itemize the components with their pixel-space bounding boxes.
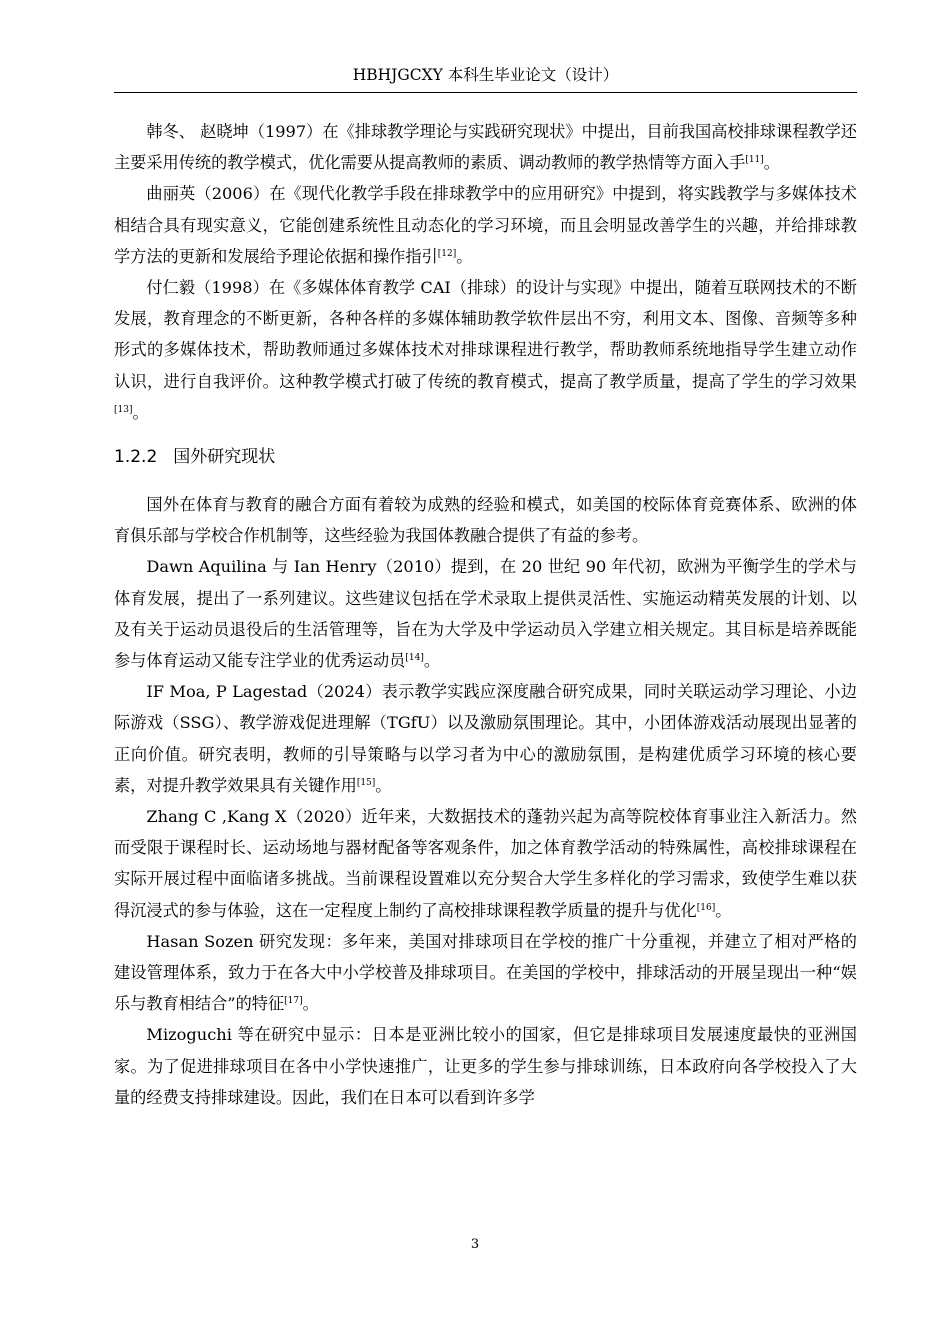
citation-ref: [15] (356, 777, 376, 788)
paragraph: IF Moa, P Lagestad（2024）表示教学实践应深度融合研究成果，同时关联运动学习理论、小边际游戏（SSG）、教学游戏促进理解（TGfU）以及激励氛围理论。其中，小团体游戏活动展现出显著的正向价值。研究表明，教师的引导策略与以学习者为中心的激励氛围，是构建优质学习环境的核心要素，对提升教学效果具有关键作用[15]。 (114, 682, 857, 795)
citation-ref: [16] (696, 902, 716, 913)
page-number: 3 (470, 1237, 480, 1252)
paragraph: 韩冬、 赵晓坤（1997）在《排球教学理论与实践研究现状》中提出，目前我国高校排球课程教学还主要采用传统的教学模式，优化需要从提高教师的素质、调动教师的教学热情等方面入手[11]。 (114, 122, 857, 173)
paragraph: Dawn Aquilina 与 Ian Henry（2010）提到，在 20 世纪 90 年代初，欧洲为平衡学生的学术与体育发展，提出了一系列建议。这些建议包括在学术录取上提供灵活性、实施运动精英发展的计划、以及有关于运动员退役后的生活管理等，旨在为大学及中学运动员入学建立相关规定。其目标是培养既能参与体育运动又能专注学业的优秀运动员[14]。 (114, 557, 857, 671)
citation-ref: [12] (437, 248, 457, 259)
paragraph: Hasan Sozen 研究发现：多年来，美国对排球项目在学校的推广十分重视，并建立了相对严格的建设管理体系，致力于在各大中小学校普及排球项目。在美国的学校中，排球活动的开展呈现出一种“娱乐与教育相结合”的特征[17]。 (114, 931, 857, 1014)
citation-ref: [14] (405, 653, 424, 664)
page-header (114, 62, 857, 93)
header-title: HBHJGCXY 本科生毕业论文（设计） (352, 66, 619, 84)
citation-ref: [13] (114, 404, 133, 415)
paragraph: 国外在体育与教育的融合方面有着较为成熟的经验和模式，如美国的校际体育竞赛体系、欧洲的体育俱乐部与学校合作机制等，这些经验为我国体教融合提供了有益的参考。 (114, 495, 857, 546)
section-title: 国外研究现状 (173, 447, 276, 468)
section-number: 1.2.2 (114, 447, 158, 468)
citation-ref: [11] (745, 155, 764, 166)
paragraph: Zhang C ,Kang X（2020）近年来，大数据技术的蓬勃兴起为高等院校体育事业注入新活力。然而受限于课程时长、运动场地与器材配备等客观条件，加之体育教学活动的特殊属性，高校排球课程在实际开展过程中面临诸多挑战。当前课程设置难以充分契合大学生多样化的学习需求，致使学生难以获得沉浸式的参与体验，这在一定程度上制约了高校排球课程教学质量的提升与优化[16]。 (114, 807, 857, 920)
citation-ref: [17] (284, 996, 303, 1007)
section-heading (114, 437, 857, 477)
paragraph: 付仁毅（1998）在《多媒体体育教学 CAI（排球）的设计与实现》中提出，随着互联网技术的不断发展，教育理念的不断更新，各种各样的多媒体辅助教学软件层出不穷，利用文本、图像、音频等多种形式的多媒体技术，帮助教师通过多媒体技术对排球课程进行教学，帮助教师系统地指导学生建立动作认识，进行自我评价。这种教学模式打破了传统的教育模式，提高了教学质量，提高了学生的学习效果[13]。 (114, 278, 857, 422)
paragraph: 曲丽英（2006）在《现代化教学手段在排球教学中的应用研究》中提到，将实践教学与多媒体技术相结合具有现实意义，它能创建系统性且动态化的学习环境，而且会明显改善学生的兴趣，并给排球教学方法的更新和发展给予理论依据和操作指引[12]。 (114, 184, 857, 266)
paragraph: Mizoguchi 等在研究中显示：日本是亚洲比较小的国家，但它是排球项目发展速度最快的亚洲国家。为了促进排球项目在各中小学快速推广，让更多的学生参与排球训练，日本政府向各学校投入了大量的经费支持排球建设。因此，我们在日本可以看到许多学 (114, 1025, 857, 1107)
document-body (114, 116, 857, 1113)
